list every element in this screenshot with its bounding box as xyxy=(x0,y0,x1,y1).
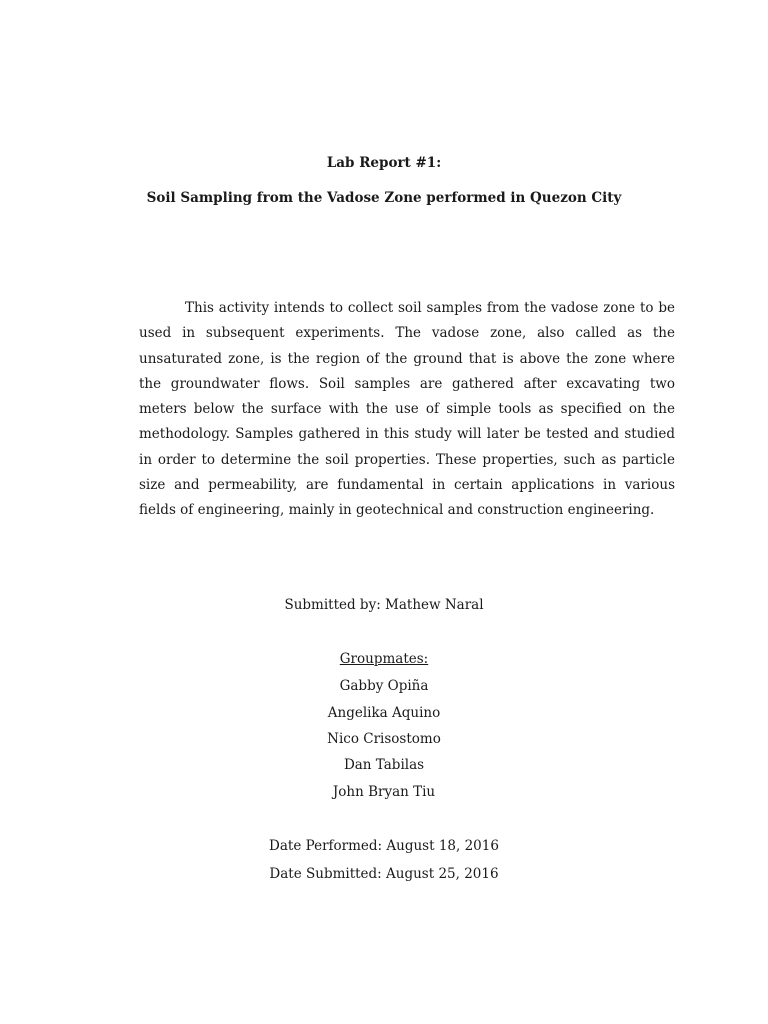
groupmates-heading: Groupmates: xyxy=(339,651,429,667)
report-title: Lab Report #1: xyxy=(326,155,442,171)
report-subtitle: Soil Sampling from the Vadose Zone performed in Quezon City xyxy=(146,190,622,206)
groupmate-name: Angelika Aquino xyxy=(327,705,441,721)
submitted-by: Submitted by: Mathew Naral xyxy=(284,597,484,613)
groupmate-name: Gabby Opiña xyxy=(339,678,429,694)
abstract-paragraph: This activity intends to collect soil samples from the vadose zone to be used in subsequent experiments. The vadose zone, also called as the unsaturated zone, is the region of the ground that is above the zone where the groundwater flows. Soil samples are gathered after excavating two meters below the surface with the use of simple tools as specified on the methodology. Samples gathered in this study will later be tested and studied in order to determine the soil properties. These properties, such as particle size and permeability, are fundamental in certain applications in various fields of engineering, mainly in geotechnical and construction engineering. xyxy=(139,300,675,519)
groupmate-name: Nico Crisostomo xyxy=(327,731,441,747)
date-submitted: Date Submitted: August 25, 2016 xyxy=(269,866,499,882)
groupmate-name: Dan Tabilas xyxy=(343,757,425,773)
groupmate-name: John Bryan Tiu xyxy=(332,784,436,800)
date-performed: Date Performed: August 18, 2016 xyxy=(269,838,499,854)
